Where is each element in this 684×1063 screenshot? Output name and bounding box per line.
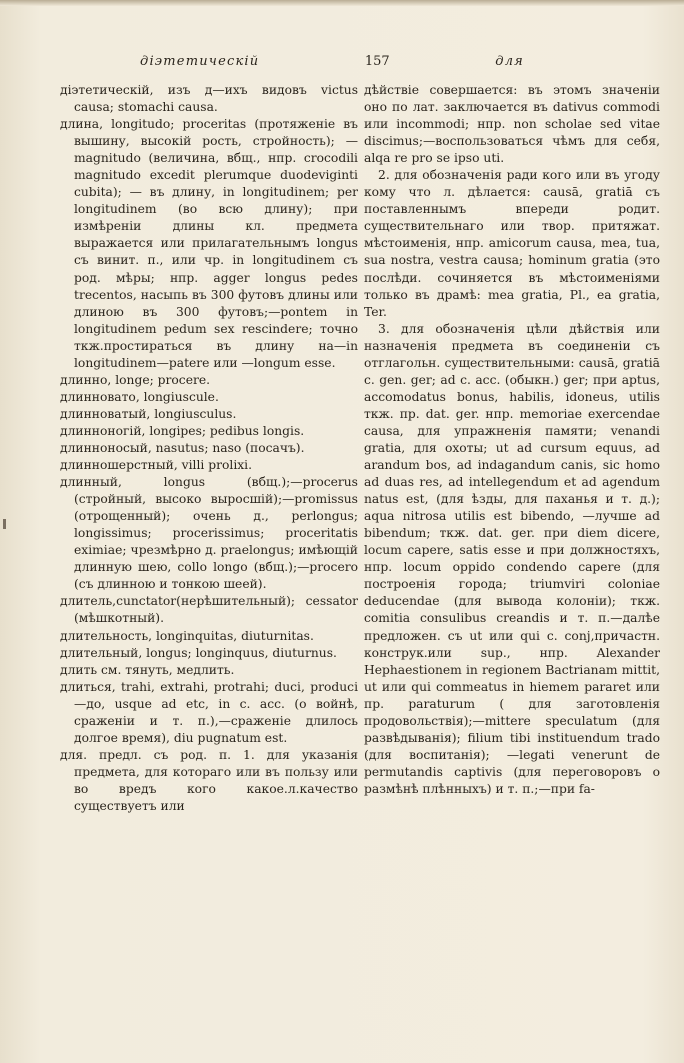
entry-dlinnosherstnyj: длинношерстный, villi prolixi. (60, 458, 253, 473)
entry-dlina: длина, longitudo; proceritas (протяженіе въ вышину, высокій рость, стройность); — magnitudo (величина, вбщ., нпр. crocodili magnitudo excedit plerumque duodeviginti cubita); — въ длину, in longitudinem; per longitudinem (во всю длину); при измѣреніи длины кл. предмета выражается или прилагательнымъ longus съ винит. п., или чр. in longitudinem съ род. мѣры; нпр. agger longus pedes trecentos, насыпь въ 300 футовъ длины или длиною въ 300 футовъ;—pontem in longitudinem pedum sex rescindere; точно ткж.простираться въ длину на—in longitudinem—patere или —longum esse. (60, 117, 358, 370)
entry-dlitelnyj: длительный, longus; longinquus, diuturnus. (60, 645, 337, 660)
entry-dlinnonogij: длинноногій, longipes; pedibus longis. (60, 423, 305, 438)
header-right-word: для (495, 54, 524, 69)
running-header (140, 54, 524, 69)
right-column (364, 82, 660, 1047)
dlya-sense-3: 3. для обозначенія цѣли дѣйствія или назначенія предмета въ соединеніи съ отглагольн. существительными: causā, gratiā c. gen. ger; ad c. acc. (обыкн.) ger; при aptus, accomodatus bonus, habilis, idoneus, utilis ткж. пр. dat. ger. нпр. memoriae exercendae causa, для упражненія памяти; venandi gratia, для охоты; ut ad cursum equus, ad arandum bos, ad indagandum canis, sic homo ad duas res, ad intellegendum et ad agendum natus est, (для ѣзды, для паханья и т. д.); aqua nitrosa utilis est bibendo, —лучше ad bibendum; ткж. dat. ger. при diem dicere, locum capere, satis esse и при должностяхъ, нпр. locum oppido condendo capere (для построенія города; triumviri coloniae deducendae (для вывода колоніи); ткж. comitia consulibus creandis и т. п.—далѣе предложен. съ ut или qui c. conj,причастн. конструк.или sup., нпр. Alexander Hephaestionem in regionem Bactrianam mittit, ut или qui commeatus in hiemem pararet или пр. paraturum ( для заготовленія продовольствія);—mittere speculatum (для развѣдыванія); filium tibi instituendum trado (для воспитанія); —legati venerunt de permutandis captivis (для переговоровъ о размѣнѣ плѣнныхъ) и т. п.;—при fa- (364, 321, 660, 796)
entry-dlinno: длинно, longe; procere. (60, 372, 211, 387)
left-column (60, 82, 358, 1047)
dlya-continuation: дѣйствіе совершается: въ этомъ значеніи оно по лат. заключается въ dativus commodi или incommodi; нпр. non scholae sed vitae discimus;—воспользоваться чѣмъ для себя, alqa re pro se ipso uti. (364, 83, 660, 166)
entry-dlitsya: длиться, trahi, extrahi, protrahi; duci, produci—до, usque ad etc, in c. acc. (о войнѣ, сраженіи и т. п.),—сраженіе длилось долгое время), diu pugnatum est. (60, 679, 358, 745)
header-left-word: діэтетическій (140, 54, 260, 69)
entry-dlitelnost: длительность, longinquitas, diuturnitas. (60, 628, 314, 643)
margin-mark (3, 519, 6, 529)
entry-dlinnonosyj: длинноносый, nasutus; naso (посачъ). (60, 440, 305, 455)
page-number: 157 (364, 54, 390, 69)
entry-dlinnovato: длинновато, longiuscule. (60, 389, 219, 404)
entry-dlit: длить см. тянуть, медлить. (60, 662, 235, 677)
dlya-sense-2: 2. для обозначенія ради кого или въ угоду кому что л. дѣлается: causā, gratiā съ поставленнымъ впереди родит. существительнаго или твор. притяжат. мѣстоименія, нпр. amicorum causa, mea, tua, sua nostra, vestra causa; hominum gratia (это послѣди. сочиняется въ мѣстоименіями только въ драмѣ: mea gratia, Pl., ea gratia, Ter. (364, 168, 660, 319)
entry-dlitel: длитель,cunctator(нерѣшительный); cessator (мѣшкотный). (60, 594, 358, 626)
page-top-edge (0, 0, 684, 6)
entry-dlya: для. предл. съ род. п. 1. для указанія предмета, для котораго или въ пользу или во вредъ кого какое.л.качество существуетъ или (60, 747, 358, 813)
entry-dieteticheskij: діэтетическій, изъ д—ихъ видовъ victus causa; stomachi causa. (60, 83, 358, 115)
entry-dlinnovatyj: длинноватый, longiusculus. (60, 406, 237, 421)
entry-dlinnyj: длинный, longus (вбщ.);—procerus (стройный, высоко выросшій);—promissus (отрощенный); очень д., perlongus; longissimus; procerissimus; proceritatis eximiae; чрезмѣрно д. praelongus; имѣющій длинную шею, collo longo (вбщ.);—procero (съ длинною и тонкою шеей). (60, 475, 358, 592)
